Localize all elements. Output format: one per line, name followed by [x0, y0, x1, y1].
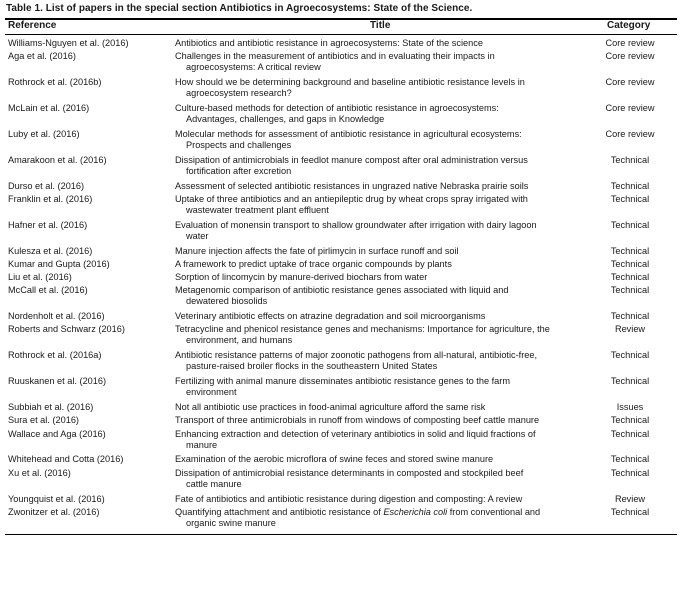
cell-category: Technical — [610, 285, 650, 296]
cell-title — [175, 350, 537, 372]
cell-title — [175, 507, 540, 529]
cell-reference: McCall et al. (2016) — [8, 285, 88, 296]
cell-reference: McLain et al. (2016) — [8, 103, 90, 113]
cell-reference: Sura et al. (2016) — [8, 415, 79, 426]
title-line: Examination of the aerobic microflora of swine feces and stored swine manure — [175, 454, 494, 465]
title-line: Challenges in the measurement of antibiotics and in evaluating their impacts in — [175, 51, 495, 62]
cell-title — [175, 468, 523, 490]
title-line: Manure injection affects the fate of pirlimycin in surface runoff and soil — [175, 245, 459, 256]
cell-title — [175, 246, 459, 257]
cell-reference: Rothrock et al. (2016a) — [8, 350, 102, 361]
cell-reference: Williams-Nguyen et al. (2016) — [8, 38, 129, 48]
title-continuation-line: cattle manure — [186, 478, 242, 489]
title-continuation-line: environment, and humans — [186, 335, 293, 346]
cell-reference: Durso et al. (2016) — [8, 180, 85, 191]
cell-title — [175, 494, 522, 505]
cell-category: Technical — [610, 467, 650, 478]
cell-title — [175, 129, 522, 151]
cell-category: Review — [614, 324, 646, 335]
header-reference: Reference — [8, 20, 57, 31]
cell-title — [175, 272, 427, 283]
cell-category: Core review — [605, 103, 655, 113]
cell-reference: Xu et al. (2016) — [8, 467, 71, 478]
title-line: Culture-based methods for detection of antibiotic resistance in agroecosystems: — [175, 103, 499, 113]
header-title: Title — [370, 20, 391, 31]
cell-title — [175, 259, 452, 270]
title-line: Molecular methods for assessment of antibiotic resistance in agricultural ecosystems: — [175, 128, 522, 139]
title-line: Veterinary antibiotic effects on atrazine degradation and soil microorganisms — [175, 311, 486, 322]
title-continuation-line: Advantages, challenges, and gaps in Knowledge — [186, 114, 385, 124]
cell-title — [175, 181, 528, 192]
title-continuation-line: pasture-raised broiler flocks in the southeastern United States — [186, 361, 438, 372]
cell-title — [175, 376, 510, 398]
cell-reference: Nordenholt et al. (2016) — [8, 311, 105, 322]
title-line: Transport of three antimicrobials in runoff from windows of composting beef cattle manure — [175, 415, 540, 426]
title-continuation-line: water — [186, 230, 209, 241]
table-caption: Table 1. List of papers in the special section Antibiotics in Agroecosystems: State of the Science. — [6, 3, 473, 14]
title-line: Fertilizing with animal manure disseminates antibiotic resistance genes to the farm — [175, 376, 510, 387]
cell-category: Technical — [610, 454, 650, 465]
cell-reference: Kulesza et al. (2016) — [8, 245, 93, 256]
header-category: Category — [607, 20, 651, 31]
cell-category: Core review — [605, 51, 655, 62]
cell-reference: Ruuskanen et al. (2016) — [8, 376, 107, 387]
cell-reference: Roberts and Schwarz (2016) — [8, 324, 125, 335]
cell-reference: Zwonitzer et al. (2016) — [8, 506, 100, 517]
cell-title — [175, 285, 509, 307]
cell-category: Technical — [610, 180, 650, 191]
cell-title — [175, 415, 539, 426]
cell-title — [175, 194, 528, 216]
title-line: Tetracycline and phenicol resistance genes and mechanisms: Importance for agriculture, the — [175, 324, 550, 335]
cell-title — [175, 38, 483, 49]
title-line: Evaluation of monensin transport to shallow groundwater after irrigation with dairy lagoon — [175, 219, 537, 230]
cell-reference: Kumar and Gupta (2016) — [8, 258, 110, 269]
cell-category: Issues — [616, 402, 644, 413]
cell-category: Technical — [610, 376, 650, 387]
title-line: Not all antibiotic use practices in food-animal agriculture afford the same risk — [175, 402, 486, 413]
cell-category: Technical — [610, 272, 650, 283]
cell-reference: Liu et al. (2016) — [8, 272, 72, 283]
cell-title — [175, 454, 493, 465]
title-continuation-line: dewatered biosolids — [186, 296, 268, 307]
cell-category: Technical — [610, 193, 650, 204]
title-line: Metagenomic comparison of antibiotic resistance genes associated with liquid and — [175, 285, 509, 296]
cell-category: Core review — [605, 38, 655, 48]
cell-title — [175, 311, 485, 322]
title-line: Dissipation of antimicrobials in feedlot manure compost after oral administration versus — [175, 154, 528, 165]
cell-reference: Amarakoon et al. (2016) — [8, 154, 107, 165]
title-line: Quantifying attachment and antibiotic resistance of Escherichia coli from conventional and — [175, 506, 541, 517]
cell-title — [175, 402, 485, 413]
cell-reference: Aga et al. (2016) — [8, 51, 76, 62]
cell-category: Technical — [610, 258, 650, 269]
title-continuation-line: fortification after excretion — [186, 165, 292, 176]
cell-category: Review — [614, 493, 646, 504]
title-continuation-line: agroecosystem research? — [186, 88, 292, 99]
title-continuation-line: wastewater treatment plant effluent — [186, 204, 329, 215]
title-continuation-line: Prospects and challenges — [186, 139, 292, 150]
cell-reference: Luby et al. (2016) — [8, 128, 80, 139]
bottom-rule — [5, 534, 677, 536]
title-line: Fate of antibiotics and antibiotic resistance during digestion and composting: A review — [175, 493, 523, 504]
cell-reference: Youngquist et al. (2016) — [8, 493, 105, 504]
title-continuation-line: organic swine manure — [186, 517, 276, 528]
title-line: Antibiotics and antibiotic resistance in agroecosystems: State of the science — [175, 38, 483, 48]
title-line: Assessment of selected antibiotic resistances in ungrazed native Nebraska prairie soils — [175, 180, 529, 191]
cell-category: Technical — [610, 154, 650, 165]
cell-category: Core review — [605, 128, 655, 139]
title-line: Sorption of lincomycin by manure-derived biochars from water — [175, 272, 428, 283]
title-line: Uptake of three antibiotics and an antiepileptic drug by wheat crops spray irrigated with — [175, 193, 528, 204]
cell-title — [175, 103, 499, 125]
cell-title — [175, 220, 537, 242]
title-line: Antibiotic resistance patterns of major zoonotic pathogens from all-natural, antibiotic-free, — [175, 350, 538, 361]
title-line: Dissipation of antimicrobial resistance determinants in composted and stockpiled beef — [175, 467, 524, 478]
cell-category: Technical — [610, 245, 650, 256]
title-continuation-line: environment — [186, 387, 237, 398]
cell-title — [175, 77, 525, 99]
cell-title — [175, 324, 550, 346]
cell-category: Core review — [605, 77, 655, 88]
cell-category: Technical — [610, 428, 650, 439]
cell-title — [175, 429, 536, 451]
title-line: How should we be determining background and baseline antibiotic resistance levels in — [175, 77, 525, 88]
cell-reference: Subbiah et al. (2016) — [8, 402, 94, 413]
title-continuation-line: agroecosystems: A critical review — [186, 62, 321, 73]
cell-reference: Wallace and Aga (2016) — [8, 428, 106, 439]
title-continuation-line: manure — [186, 439, 218, 450]
cell-category: Technical — [610, 506, 650, 517]
cell-reference: Whitehead and Cotta (2016) — [8, 454, 124, 465]
cell-category: Technical — [610, 311, 650, 322]
cell-category: Technical — [610, 219, 650, 230]
cell-reference: Franklin et al. (2016) — [8, 193, 93, 204]
cell-category: Technical — [610, 350, 650, 361]
title-line: A framework to predict uptake of trace organic compounds by plants — [175, 258, 452, 269]
cell-category: Technical — [610, 415, 650, 426]
cell-title — [175, 155, 528, 177]
cell-reference: Hafner et al. (2016) — [8, 219, 88, 230]
title-line: Enhancing extraction and detection of veterinary antibiotics in solid and liquid fractions of — [175, 428, 536, 439]
cell-title — [175, 51, 495, 73]
cell-reference: Rothrock et al. (2016b) — [8, 77, 102, 88]
